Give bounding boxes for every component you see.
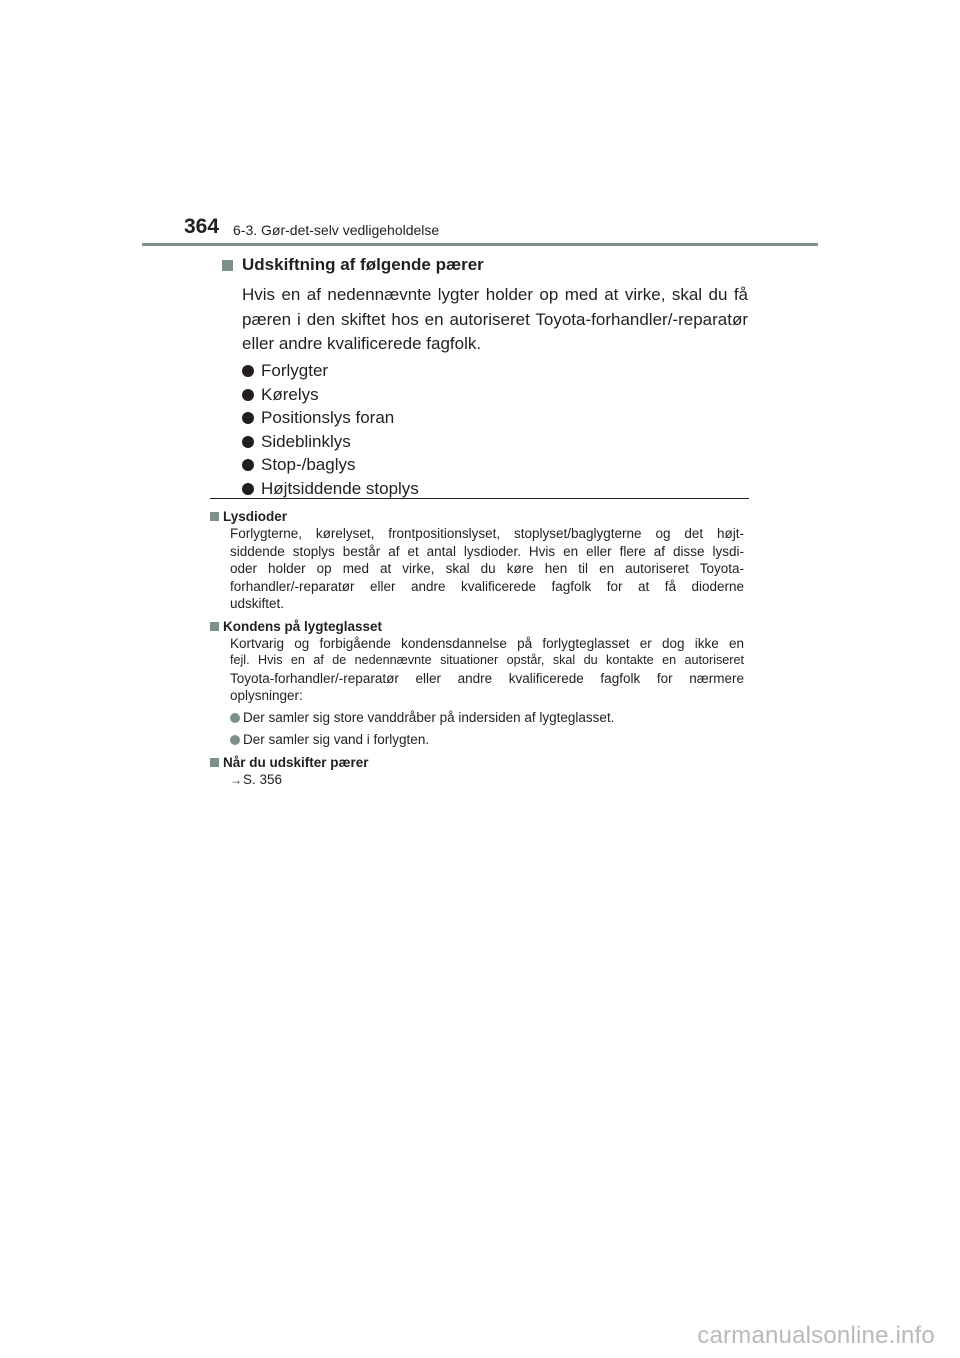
section-title: 6-3. Gør-det-selv vedligeholdelse — [233, 222, 440, 238]
note-line: fejl. Hvis en af de nedennævnte situationer opstår, skal du kontakte en autoriseret — [230, 653, 744, 667]
list-item-text: Positionslys foran — [261, 408, 395, 428]
note-line: Toyota-forhandler/-reparatør eller andre kvalificerede fagfolk for nærmere — [230, 670, 744, 686]
header-rule — [142, 243, 818, 246]
round-bullet-icon — [230, 713, 240, 723]
main-paragraph — [242, 283, 748, 357]
watermark: carmanualsonline.info — [697, 1322, 935, 1349]
paragraph-line: pæren i den skiftet hos en autoriseret Toyota-forhandler/-reparatør — [242, 309, 748, 329]
sub-item — [230, 731, 744, 749]
sub-item — [230, 709, 744, 727]
list-item — [242, 477, 748, 501]
note-heading — [210, 508, 744, 525]
list-item — [242, 430, 748, 454]
list-item — [242, 383, 748, 407]
page-number: 364 — [184, 215, 220, 238]
list-item — [242, 407, 748, 431]
note-body — [230, 635, 744, 705]
note-udskifter — [210, 754, 744, 789]
main-heading-text: Udskiftning af følgende pærer — [242, 255, 484, 274]
notes-section — [210, 508, 744, 794]
round-bullet-icon — [242, 483, 254, 495]
main-heading — [222, 254, 748, 276]
bulb-list — [242, 360, 748, 501]
note-heading-text: Når du udskifter pærer — [223, 754, 369, 770]
list-item-text: Højtsiddende stoplys — [261, 478, 419, 498]
main-section — [222, 254, 748, 501]
round-bullet-icon — [242, 389, 254, 401]
list-item — [242, 454, 748, 478]
note-line: Kortvarig og forbigående kondensdannelse på forlygteglasset er dog ikke en — [230, 635, 744, 651]
round-bullet-icon — [230, 735, 240, 745]
square-bullet-icon — [222, 260, 233, 271]
note-lysdioder — [210, 508, 744, 613]
note-kondens — [210, 618, 744, 749]
note-line: oplysninger: — [230, 688, 303, 703]
round-bullet-icon — [242, 365, 254, 377]
note-line: Forlygterne, kørelyset, frontpositionslyset, stoplyset/baglygterne og det højt- — [230, 526, 744, 541]
note-heading — [210, 618, 744, 635]
list-item-text: Forlygter — [261, 361, 329, 381]
note-line: oder holder op med at virke, skal du køre hen til en autoriseret Toyota- — [230, 561, 744, 576]
note-heading — [210, 754, 744, 771]
page-reference[interactable] — [230, 771, 744, 789]
list-item-text: Stop-/baglys — [261, 455, 356, 475]
square-bullet-icon — [210, 622, 219, 631]
note-line: udskiftet. — [230, 596, 285, 611]
note-line: forhandler/-reparatør eller andre kvalificerede fagfolk for at få dioderne — [230, 578, 744, 594]
note-heading-text: Kondens på lygteglasset — [223, 618, 383, 634]
paragraph-line: eller andre kvalificerede fagfolk. — [242, 334, 482, 353]
sub-item-text: Der samler sig vand i forlygten. — [243, 732, 430, 747]
note-line: siddende stoplys består af et antal lysdioder. Hvis en eller flere af disse lysdi- — [230, 543, 744, 559]
square-bullet-icon — [210, 512, 219, 521]
round-bullet-icon — [242, 412, 254, 424]
page-reference-text: S. 356 — [243, 771, 283, 787]
list-item — [242, 360, 748, 384]
round-bullet-icon — [242, 459, 254, 471]
round-bullet-icon — [242, 436, 254, 448]
section-divider — [210, 498, 749, 499]
arrow-right-icon: → — [230, 772, 242, 787]
note-heading-text: Lysdioder — [223, 509, 288, 524]
sub-item-text: Der samler sig store vanddråber på indersiden af lygteglasset. — [243, 710, 615, 725]
paragraph-line: Hvis en af nedennævnte lygter holder op med at virke, skal du få — [242, 285, 748, 304]
square-bullet-icon — [210, 758, 219, 767]
list-item-text: Kørelys — [261, 384, 319, 404]
note-body — [230, 525, 744, 613]
list-item-text: Sideblinklys — [261, 431, 351, 451]
